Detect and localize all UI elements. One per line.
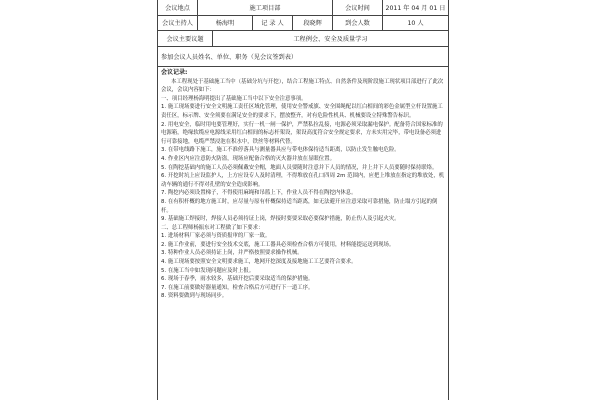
form-table: [157, 0, 449, 400]
host-label: 会议主持人: [158, 15, 198, 30]
recorder-value: 段晓辉: [293, 15, 333, 30]
minutes-line: 8. 在有积杆概的地方施工时，应尽量与原有杆概保持适当距离，如无法避开应注意采取可靠措施，防止塌方引起的倒杆。: [161, 198, 438, 214]
participants-label: 参加会议人员姓名、单位、职务（见会议签到表）: [161, 53, 298, 61]
meeting-minutes-form: [157, 0, 447, 400]
meeting-time-value: 2011 年 04 月 01 日: [385, 5, 446, 12]
topic-label: 会议主要议题: [158, 30, 213, 46]
minutes-line: 9. 基础施工焊接时，焊接人员必须持证上岗，焊接时要要采取必要保护措施，防止伤人及引起火灾。: [161, 216, 400, 223]
recorder-label: 记 录 人: [253, 15, 293, 30]
minutes-line: 1. 施工现场要进行安全文明施工责任区域化管理，使用安全警戒旗、安全围绳配以红白相间的彩色金属型立杆设置施工责任区，标示牌、安全须要在满足安全的要求下，摆放整齐，对有危险性机具、机械要设立特殊警告标识。: [161, 104, 443, 119]
minutes-line: 8. 资料要做到与现场同步。: [161, 293, 228, 300]
meeting-place-label: 会议地点: [158, 0, 198, 15]
header-row-2: [158, 15, 448, 31]
topic-row: [158, 30, 448, 47]
minutes-line: 3. 在带电线路下施工，施工不准停落具与测量器具应与带电体保持适当距离，以防止发生触电危险。: [161, 147, 400, 154]
minutes-line: 3. 特种作业人员必须持证上岗，并严格按照要求操作机械。: [161, 250, 303, 257]
meeting-place-value: 施工项目部: [198, 0, 333, 15]
minutes-line: 5. 在施工当中如发现问题应及时上报。: [161, 267, 255, 274]
attendees-value: 10 人: [407, 20, 424, 27]
minutes-line: 2. 施工作业前，要进行安全技术交底，施工工器具必须检查合格方可使用，材料能提运送到现场。: [161, 241, 395, 248]
attendees-label: 到会人数: [333, 15, 383, 30]
minutes-line: 本工程现处于基础施工当中（基础分坑与开挖），结合工程施工特点、自然条件及现阶段施工现状项目部进行了此次会议，会议内容如下：: [161, 78, 444, 94]
minutes-line: 4. 施工现场要按照安全文明要求施工，地网开挖深度及接地施工工艺要符合要求。: [161, 259, 357, 266]
minutes-line: 二、总工程师杨振东对工程做了如下要求：: [161, 224, 264, 231]
minutes-line: 6. 开挖时坑上应设监护人，上方应设专人及时清理，不得堆放在孔口四周 2m 范围内，应把上堆放在指定的堆放处，机动车辆的通行不得对孔壁的安全造成影响。: [161, 173, 445, 188]
host-value: 杨海明: [198, 15, 253, 30]
minutes-line: 7. 在施工前要做好器量通知，检查合格后方可进行下一道工序。: [161, 284, 314, 291]
minutes-line: 2. 用电安全，临时用电要管理好，实行一机一闸一保护，严禁私拉乱接，电源必须采取漏电保护。配备符合国家标准的电源箱，绝缘软缆应电源线采用红白相间的标志杆架设，架设高度符合安全规定要求，方未实用完毕，带电设备必须进行可靠接地，电缆严禁浸泡在积水中，铁丝等材料代替。: [161, 121, 443, 145]
minutes-body: [158, 66, 448, 400]
minutes-line: 1. 进场材料厂家必须与资质报审的厂家一致。: [161, 233, 271, 240]
participants-row: [158, 46, 448, 67]
minutes-label: 会议记录:: [161, 69, 188, 76]
meeting-time-label: 会议时间: [333, 0, 383, 15]
header-row-1: [158, 0, 448, 16]
topic-value: 工程例会、安全及质量学习: [293, 35, 368, 43]
minutes-line: 4. 作业区内应注意防火防盗，现场应配备合格的灭火器并放在显眼位置。: [161, 155, 335, 162]
minutes-line: 6. 现场于春季，雨水较多，基础开挖后要采取适当的保护措施。: [161, 276, 314, 283]
minutes-line: 5. 在陶挖基础内的施工人员必须佩戴安全帽，地面人员要随时注意并下人员的情况，并上井下人员要随时保持联络。: [161, 164, 438, 171]
minutes-line: 7. 陶挖内必须设置梯子，不得使用麻绳和吊篮上下，作业人员不得在陶挖内休息。: [161, 190, 357, 197]
minutes-line: 一、项目经理杨海明提出了基础施工当中以下安全注意事项。: [161, 95, 307, 102]
